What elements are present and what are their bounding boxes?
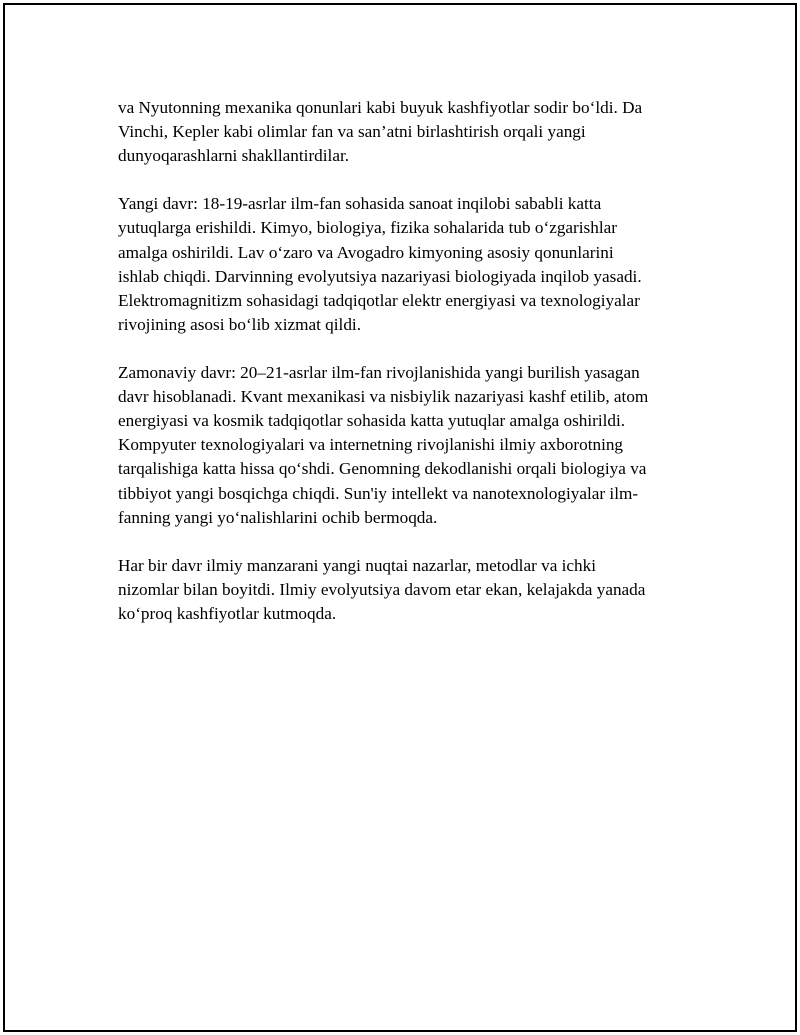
paragraph: Yangi davr: 18-19-asrlar ilm-fan sohasida sanoat inqilobi sababli katta yutuqlarga erishildi. Kimyo, biologiya, fizika sohalarida tub oʻzgarishlar amalga oshirildi. Lav oʻzaro va Avogadro kimyoning asosiy qonunlarini ishlab chiqdi. Darvinning evolyutsiya nazariyasi biologiyada inqilob yasadi. Elektromagnitizm sohasidagi tadqiqotlar elektr energiyasi va texnologiyalar rivojining asosi boʻlib xizmat qildi. — [118, 194, 642, 334]
paragraph: va Nyutonning mexanika qonunlari kabi buyuk kashfiyotlar sodir boʻldi. Da Vinchi, Kepler kabi olimlar fan va san’atni birlashtirish orqali yangi dunyoqarashlarni shakllantirdilar. — [118, 98, 643, 166]
document-body — [118, 96, 693, 650]
paragraph: Har bir davr ilmiy manzarani yangi nuqtai nazarlar, metodlar va ichki nizomlar bilan boyitdi. Ilmiy evolyutsiya davom etar ekan, kelajakda yanada koʻproq kashfiyotlar kutmoqda. — [118, 555, 646, 623]
document-page — [3, 3, 797, 1032]
paragraph: Zamonaviy davr: 20–21-asrlar ilm-fan rivojlanishida yangi burilish yasagan davr hisoblanadi. Kvant mexanikasi va nisbiylik nazariyasi kashf etilib, atom energiyasi va kosmik tadqiqotlar sohasida katta yutuqlar amalga oshirildi. Kompyuter texnologiyalari va internetning rivojlanishi ilmiy axborotning tarqalishiga katta hissa qoʻshdi. Genomning dekodlanishi orqali biologiya va tibbiyot yangi bosqichga chiqdi. Sun'iy intellekt va nanotexnologiyalar ilm- fanning yangi yoʻnalishlarini ochib bermoqda. — [118, 363, 649, 527]
